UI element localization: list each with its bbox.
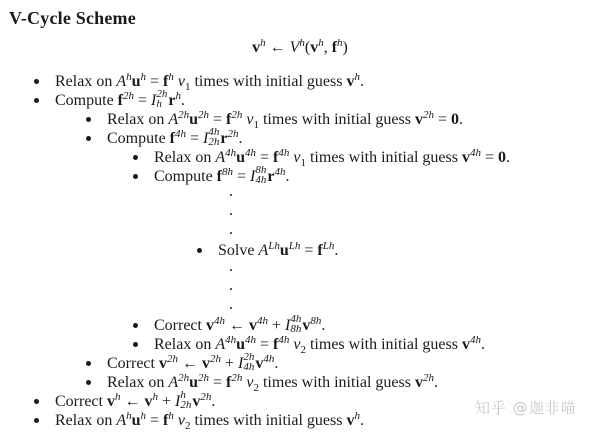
step-3-relax: Relax on $A^{2h}u^{2h} = f^{2h}$ $\nu_1$ times with initial guess $v^{2h} = 0$. xyxy=(86,110,463,129)
step-verb: Correct xyxy=(107,355,155,372)
bullet-icon xyxy=(86,136,91,141)
step-7-solve: Solve $A^{Lh}u^{Lh} = f^{Lh}$. xyxy=(197,241,338,260)
step-verb: Relax on xyxy=(55,73,113,90)
step-verb: Relax on xyxy=(107,374,165,391)
step-verb: Relax on xyxy=(107,111,165,128)
step-10-correct: Correct $v^{2h}$ ← $v^{2h} + I$ 2h 4h $v^{4h}$. xyxy=(86,354,278,374)
bullet-icon xyxy=(133,174,138,179)
step-phrase: times with initial guess xyxy=(194,412,343,429)
step-phrase: times with initial guess xyxy=(309,336,458,353)
bullet-icon xyxy=(86,380,91,385)
step-verb: Relax on xyxy=(154,336,212,353)
bullet-icon xyxy=(133,323,138,328)
bullet-icon xyxy=(34,399,39,404)
step-verb: Compute xyxy=(154,168,213,185)
step-11-relax: Relax on $A^{2h}u^{2h} = f^{2h}$ $\nu_2$ times with initial guess $v^{2h}$. xyxy=(86,373,438,392)
step-verb: Relax on xyxy=(154,149,212,166)
step-verb: Relax on xyxy=(55,412,113,429)
bullet-icon xyxy=(86,117,91,122)
bullet-icon xyxy=(34,418,39,423)
step-verb: Compute xyxy=(107,130,166,147)
bullet-icon xyxy=(133,342,138,347)
ellipsis-dot xyxy=(230,194,232,196)
step-verb: Solve xyxy=(218,242,255,259)
step-12-correct: Correct $v^h$ ← $v^h + I$ h 2h $v^{2h}$. xyxy=(34,392,215,412)
bullet-icon xyxy=(34,98,39,103)
step-8-correct: Correct $v^{4h}$ ← $v^{4h} + I$ 4h 8h $v^{8h}$. xyxy=(133,316,325,336)
watermark: 知乎 @迦非喵 xyxy=(475,399,577,417)
step-phrase: times with initial guess xyxy=(262,111,411,128)
step-verb: Correct xyxy=(154,317,202,334)
step-6-compute: Compute $f^{8h} = I$ 8h 4h $r^{4h}$. xyxy=(133,167,289,187)
step-phrase: times with initial guess xyxy=(309,149,458,166)
step-4-compute: Compute $f^{4h} = I$ 4h 2h $r^{2h}$. xyxy=(86,129,242,149)
step-2-compute: Compute $f^{2h} = I$ 2h h $r^h$. xyxy=(34,91,185,111)
bullet-icon xyxy=(133,155,138,160)
bullet-icon xyxy=(86,361,91,366)
step-verb: Correct xyxy=(55,393,103,410)
page-title: V-Cycle Scheme xyxy=(9,8,136,28)
step-9-relax: Relax on $A^{4h}u^{4h} = f^{4h}$ $\nu_2$ times with initial guess $v^{4h}$. xyxy=(133,335,485,354)
step-13-relax: Relax on $A^hu^h = f^h$ $\nu_2$ times with initial guess $v^h$. xyxy=(34,411,364,430)
step-phrase: times with initial guess xyxy=(194,73,343,90)
ellipsis-dot xyxy=(230,232,232,234)
step-verb: Compute xyxy=(55,92,114,109)
ellipsis-dot xyxy=(230,288,232,290)
ellipsis-dot xyxy=(230,213,232,215)
step-5-relax: Relax on $A^{4h}u^{4h} = f^{4h}$ $\nu_1$ times with initial guess $v^{4h} = 0$. xyxy=(133,148,510,167)
ellipsis-dot xyxy=(230,307,232,309)
bullet-icon xyxy=(197,248,202,253)
step-1-relax: Relax on $A^hu^h = f^h$ $\nu_1$ times with initial guess $v^h$. xyxy=(34,72,364,91)
header-equation: $v^h$ ← $V^h(v^h$, $f^h$) xyxy=(252,37,348,56)
ellipsis-dot xyxy=(230,269,232,271)
bullet-icon xyxy=(34,79,39,84)
step-phrase: times with initial guess xyxy=(262,374,411,391)
